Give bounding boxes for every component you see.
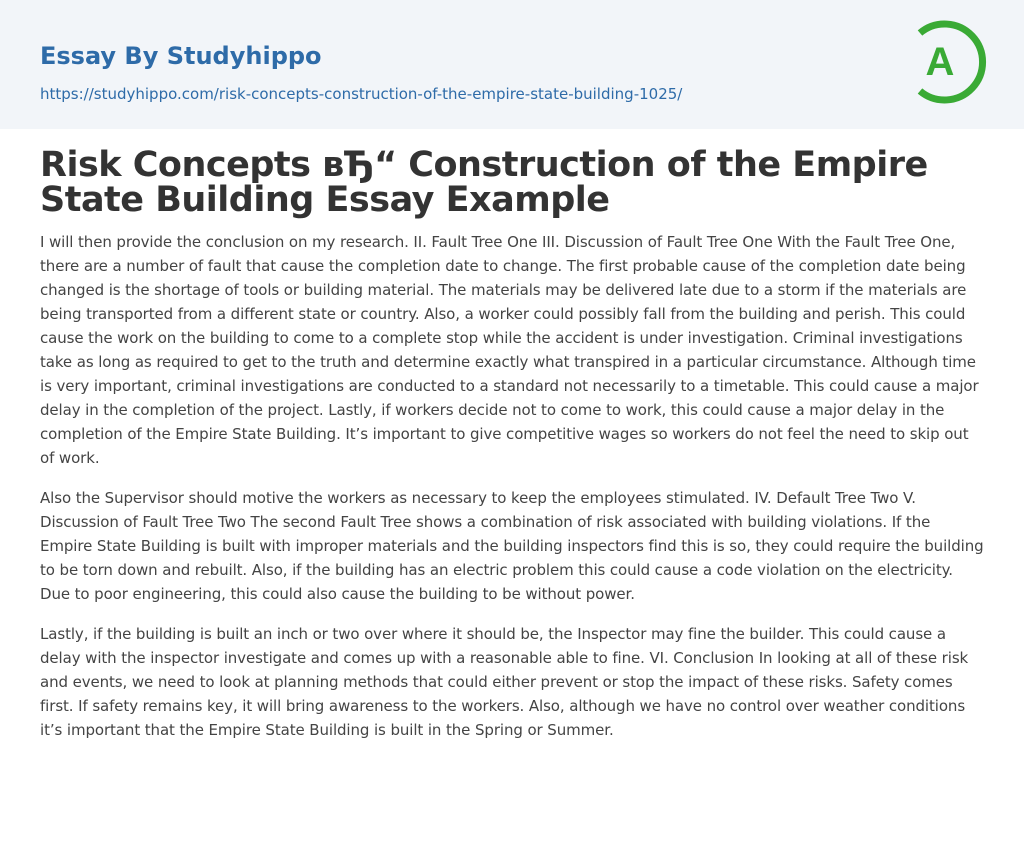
article-paragraph: I will then provide the conclusion on my research. II. Fault Tree One III. Discussion of Fault Tree One With the Fault Tree One, there are a number of fault that cause the completion date to change. The first probable cause of the completion date being changed is the shortage of tools or building material. The materials may be delivered late due to a storm if the materials are being transported from a different state or country. Also, a worker could possibly fall from the building and perish. This could cause the work on the building to come to a complete stop while the accident is under investigation. Criminal investigations take as long as required to get to the truth and determine exactly what transpired in a particular circumstance. Although time is very important, criminal investigations are conducted to a standard not necessarily to a timetable. This could cause a major delay in the completion of the project. Lastly, if workers decide not to come to work, this could cause a major delay in the completion of the Empire State Building. It’s important to give competitive wages so workers do not feel the need to skip out of work. [40,233,979,467]
article-title: Risk Concepts вЂ“ Construction of the Empire State Building Essay Example [40,145,928,220]
article-paragraph: Also the Supervisor should motive the workers as necessary to keep the employees stimulated. IV. Default Tree Two V. Discussion of Fault Tree Two The second Fault Tree shows a combination of risk associated with building violations. If the Empire State Building is built with improper materials and the building inspectors find this is so, they could require the building to be torn down and rebuilt. Also, if the building has an electric problem this could cause a code violation on the electricity. Due to poor engineering, this could also cause the building to be without power. [40,489,984,603]
article [40,145,984,742]
essay-url-link[interactable]: https://studyhippo.com/risk-concepts-construction-of-the-empire-state-building-1025/ [40,85,683,103]
studyhippo-logo-icon[interactable] [910,17,988,107]
site-title[interactable]: Essay By Studyhippo [40,42,322,70]
site-header [0,0,1024,129]
article-paragraph: Lastly, if the building is built an inch or two over where it should be, the Inspector may fine the builder. This could cause a delay with the inspector investigate and comes up with a reasonable able to fine. VI. Conclusion In looking at all of these risk and events, we need to look at planning methods that could either prevent or stop the impact of these risks. Safety comes first. If safety remains key, it will bring awareness to the workers. Also, although we have no control over weather conditions it’s important that the Empire State Building is built in the Spring or Summer. [40,625,969,739]
logo-letter: A [925,40,955,84]
